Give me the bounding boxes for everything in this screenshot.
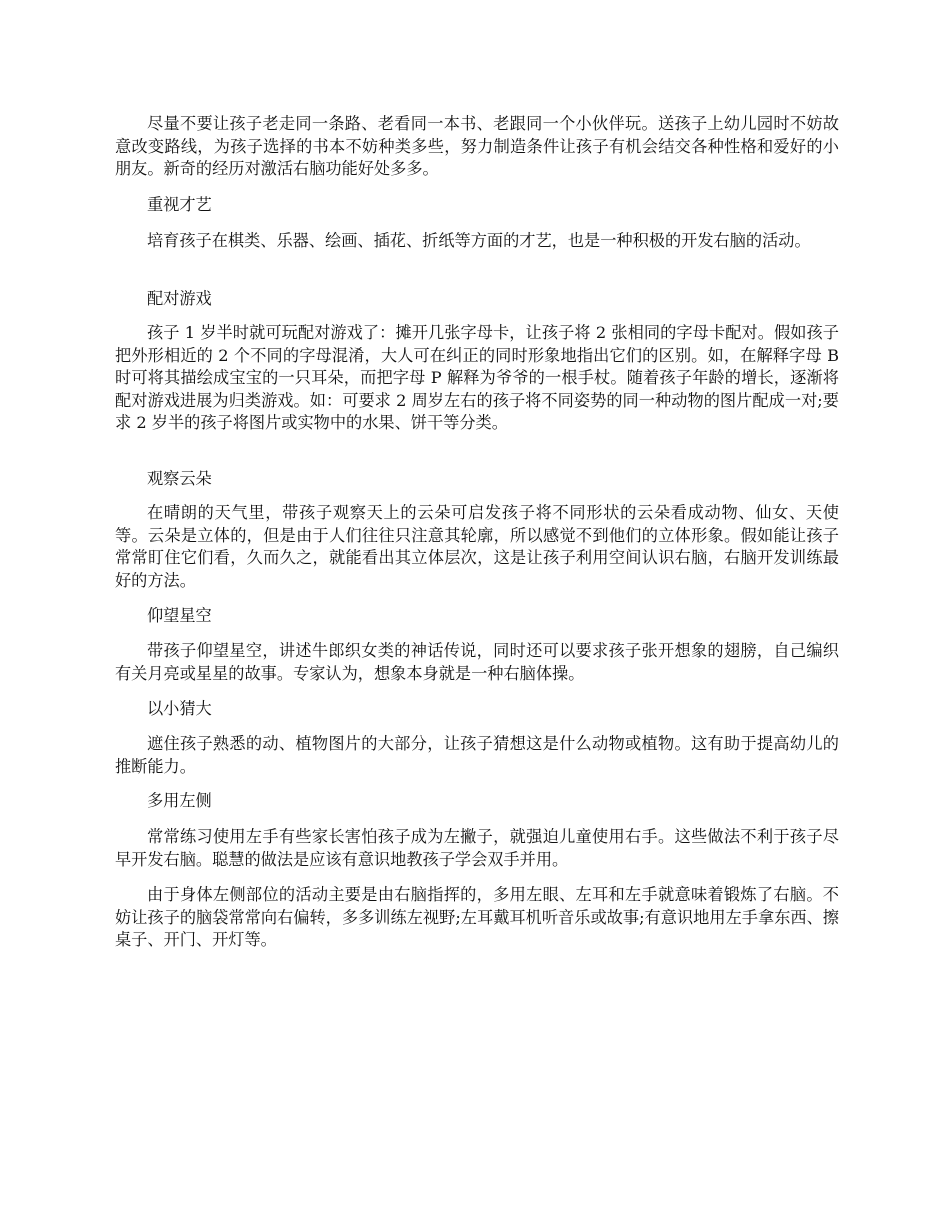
heading-observe-clouds: 观察云朵 <box>147 469 212 488</box>
heading-value-talents: 重视才艺 <box>147 195 212 214</box>
paragraph-left-hand: 常常练习使用左手有些家长害怕孩子成为左撇子，就强迫儿童使用右手。这些做法不利于孩子尽早开发右脑。聪慧的做法是应该有意识地教孩子学会双手并用。 <box>115 827 839 869</box>
paragraph-left-side-body: 由于身体左侧部位的活动主要是由右脑指挥的，多用左眼、左耳和左手就意味着锻炼了右脑。不妨让孩子的脑袋常常向右偏转，多多训练左视野;左耳戴耳机听音乐或故事;有意识地用左手拿东西、擦桌子、开门、开灯等。 <box>115 885 839 949</box>
heading-stargazing: 仰望星空 <box>147 606 212 625</box>
paragraph-novel-experiences: 尽量不要让孩子老走同一条路、老看同一本书、老跟同一个小伙伴玩。送孩子上幼儿园时不妨故意改变路线，为孩子选择的书本不妨种类多些，努力制造条件让孩子有机会结交各种性格和爱好的小朋友。新奇的经历对激活右脑功能好处多多。 <box>115 114 839 178</box>
paragraph-matching-game: 孩子 1 岁半时就可玩配对游戏了：摊开几张字母卡，让孩子将 2 张相同的字母卡配对。假如孩子把外形相近的 2 个不同的字母混淆，大人可在纠正的同时形象地指出它们的区别。如，在解释字母 B 时可将其描绘成宝宝的一只耳朵，而把字母 P 解释为爷爷的一根手杖。随着孩子年龄的增长，逐渐将配对游戏进展为归类游戏。如：可要求 2 周岁左右的孩子将不同姿势的同一种动物的图片配成一对;要求 2 岁半的孩子将图片或实物中的水果、饼干等分类。 <box>115 323 839 432</box>
paragraph-stargazing: 带孩子仰望星空，讲述牛郎织女类的神话传说，同时还可以要求孩子张开想象的翅膀，自己编织有关月亮或星星的故事。专家认为，想象本身就是一种右脑体操。 <box>115 641 839 683</box>
heading-guess-whole: 以小猜大 <box>147 699 212 718</box>
heading-matching-game: 配对游戏 <box>147 289 212 308</box>
paragraph-observe-clouds: 在晴朗的天气里，带孩子观察天上的云朵可启发孩子将不同形状的云朵看成动物、仙女、天使等。云朵是立体的，但是由于人们往往只注意其轮廓，所以感觉不到他们的立体形象。假如能让孩子常常盯住它们看，久而久之，就能看出其立体层次，这是让孩子利用空间认识右脑，右脑开发训练最好的方法。 <box>115 503 839 590</box>
paragraph-talents: 培育孩子在棋类、乐器、绘画、插花、折纸等方面的才艺，也是一种积极的开发右脑的活动。 <box>147 231 811 250</box>
heading-use-left-side: 多用左侧 <box>147 791 212 810</box>
paragraph-guess-whole: 遮住孩子熟悉的动、植物图片的大部分，让孩子猜想这是什么动物或植物。这有助于提高幼儿的推断能力。 <box>115 734 839 776</box>
